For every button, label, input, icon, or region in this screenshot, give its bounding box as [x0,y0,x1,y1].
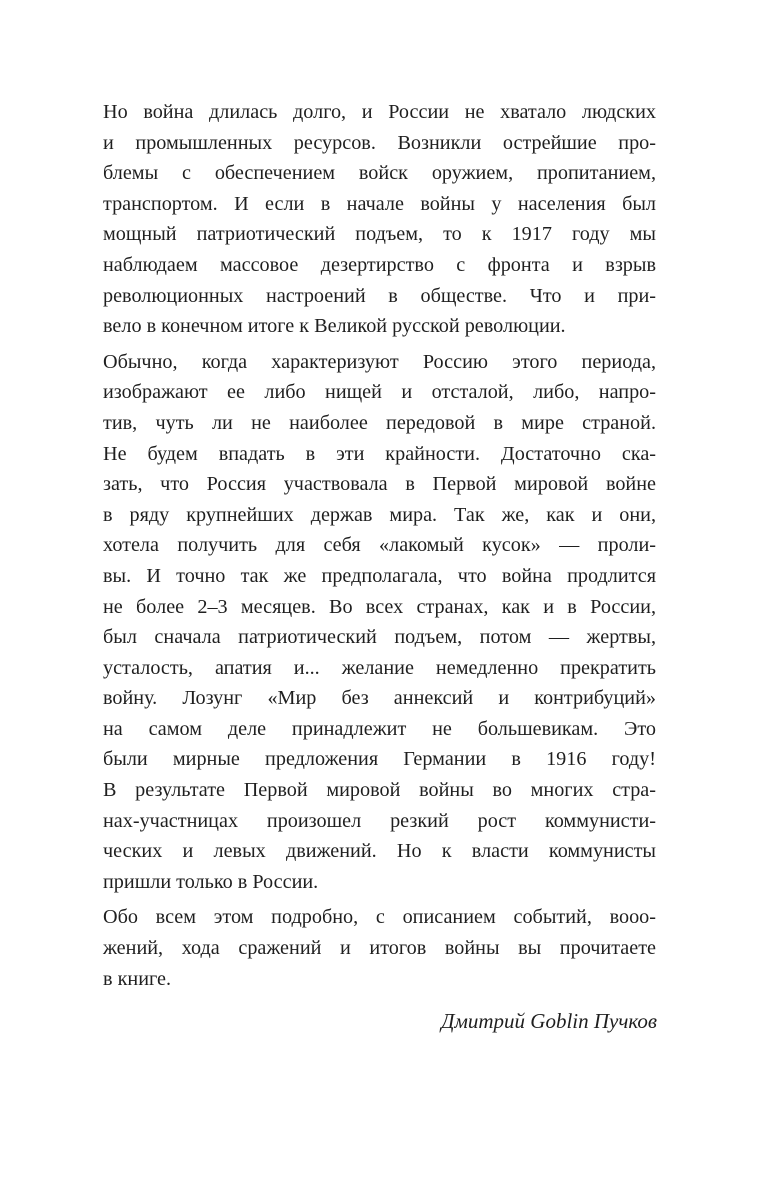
text-line: блемы с обеспечением войск оружием, пропитанием, [103,162,656,185]
text-line: транспортом. И если в начале войны у населения был [103,192,656,215]
paragraph-3 [103,902,656,994]
text-line: войну. Лозунг «Мир без аннексий и контрибуций» [103,687,656,710]
text-line: ческих и левых движений. Но к власти коммунисты [103,840,656,863]
text-line: жений, хода сражений и итогов войны вы прочитаете [103,937,656,960]
text-line: в книге. [103,967,172,990]
text-line: зать, что Россия участвовала в Первой мировой войне [103,473,656,496]
text-line: Обычно, когда характеризуют Россию этого периода, [103,350,656,373]
text-line: на самом деле принадлежит не большевикам. Это [103,717,656,740]
author-signature: Дмитрий Goblin Пучков [441,1009,657,1033]
text-line: Не будем впадать в эти крайности. Достаточно ска- [103,442,656,465]
text-line: нах-участницах произошел резкий рост коммунисти- [103,809,656,832]
text-line: в ряду крупнейших держав мира. Так же, как и они, [103,503,656,526]
text-line: Но война длилась долго, и России не хватало людских [103,101,656,123]
text-line: В результате Первой мировой войны во многих стра- [103,779,656,802]
text-body [103,97,656,994]
text-line: вело в конечном итоге к Великой русской революции. [103,315,566,338]
text-line: хотела получить для себя «лакомый кусок» — проли- [103,534,656,557]
paragraph-2 [103,347,656,898]
text-line: и промышленных ресурсов. Возникли острейшие про- [103,131,656,154]
text-line: изображают ее либо нищей и отсталой, либо, напро- [103,381,656,404]
text-line: Обо всем этом подробно, с описанием событий, вооо- [103,906,656,929]
text-line: были мирные предложения Германии в 1916 году! [103,748,656,771]
text-line: тив, чуть ли не наиболее передовой в мире страной. [103,411,656,434]
text-line: мощный патриотический подъем, то к 1917 году мы [103,223,656,246]
text-line: был сначала патриотический подъем, потом — жертвы, [103,626,656,649]
paragraph-1 [103,97,656,342]
text-line: революционных настроений в обществе. Что и при- [103,284,656,307]
text-line: пришли только в России. [103,870,319,893]
text-line: вы. И точно так же предполагала, что война продлится [103,564,656,587]
text-line: усталость, апатия и... желание немедленно прекратить [103,656,656,679]
text-line: наблюдаем массовое дезертирство с фронта и взрыв [103,253,656,276]
text-line: не более 2–3 месяцев. Во всех странах, как и в России, [103,595,656,618]
